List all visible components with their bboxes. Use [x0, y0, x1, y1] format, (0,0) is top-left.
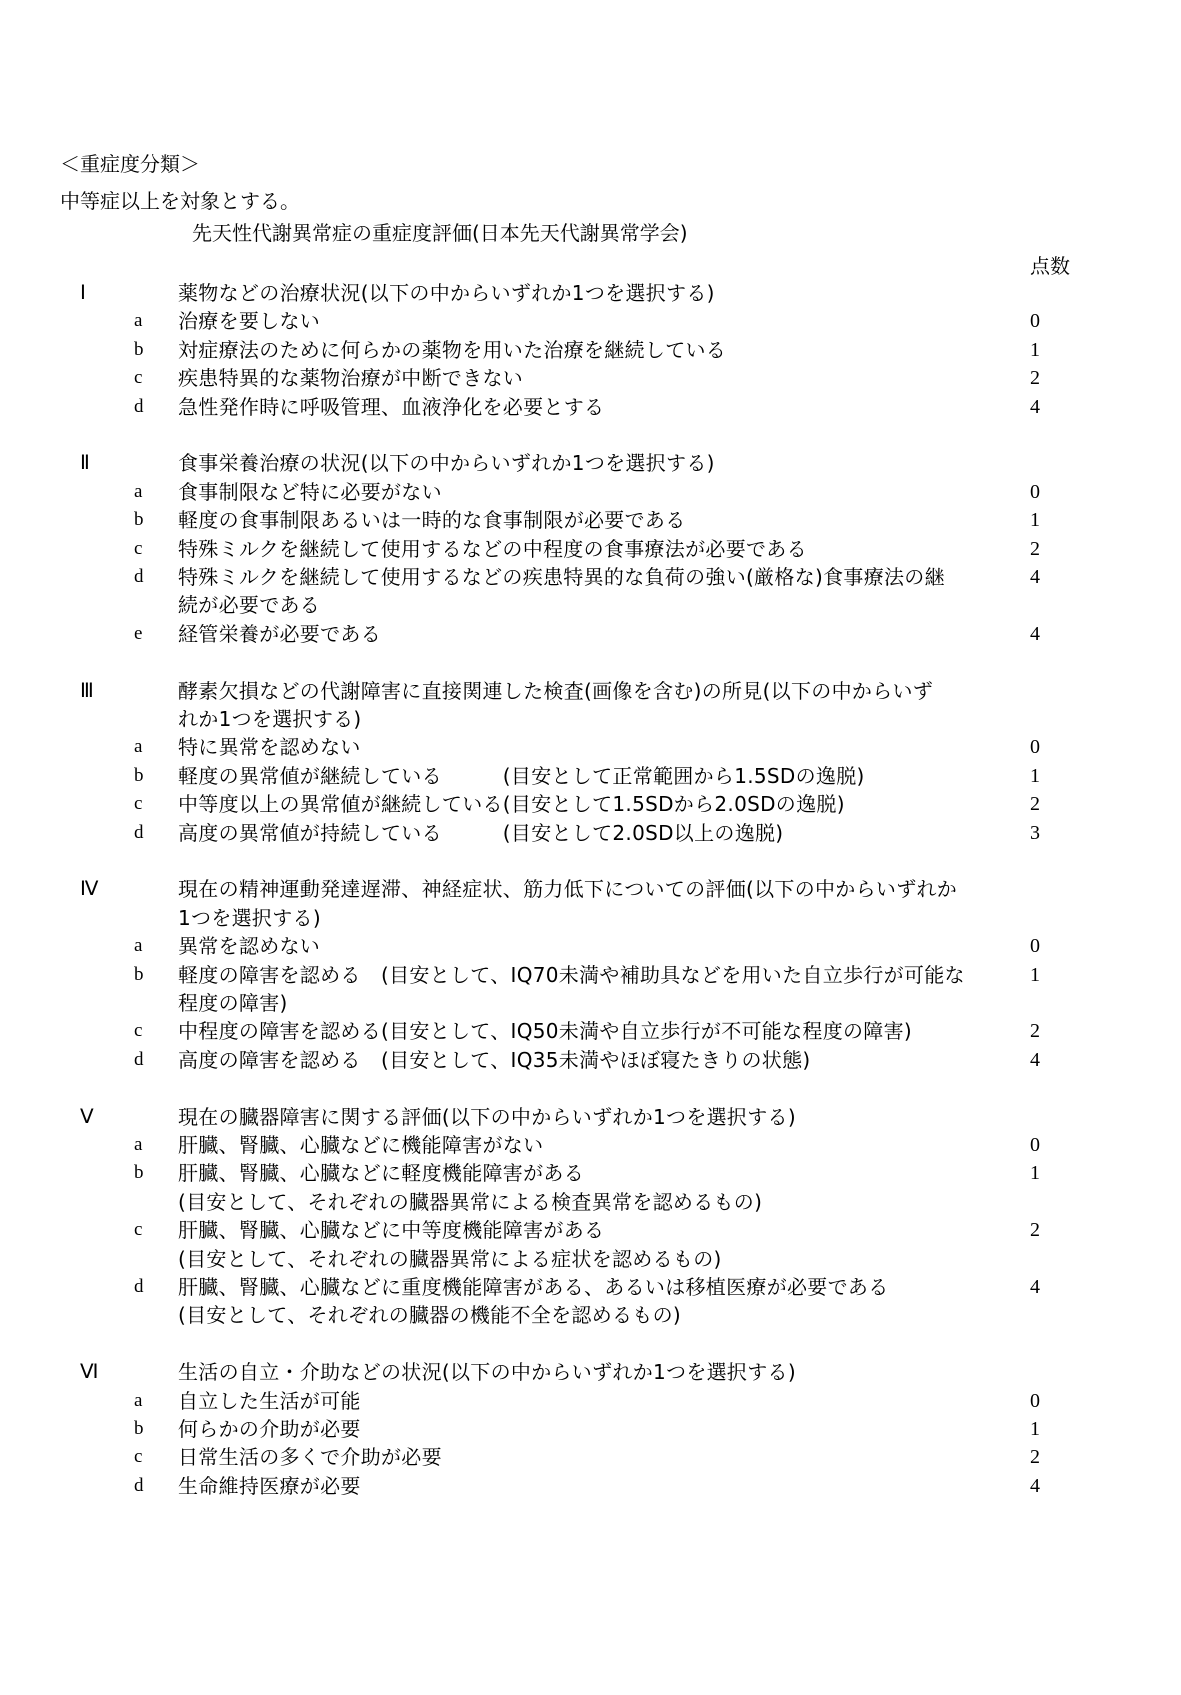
section-numeral: Ⅳ	[80, 878, 99, 901]
item-text: 対症療法のために何らかの薬物を用いた治療を継続している	[178, 337, 727, 362]
item-text: 特に異常を認めない	[178, 735, 361, 760]
item-score: 2	[1030, 1020, 1040, 1043]
section-header: 酵素欠損などの代謝障害に直接関連した検査(画像を含む)の所見(以下の中からいず	[178, 678, 934, 703]
item-text: 肝臓、腎臓、心臓などに中等度機能障害がある	[178, 1218, 605, 1243]
item-score: 0	[1030, 736, 1040, 759]
section-heading: ＜重症度分類＞	[60, 152, 200, 176]
item-letter: d	[134, 1048, 144, 1070]
item-text: 経管栄養が必要である	[178, 621, 381, 646]
section-numeral: Ⅱ	[80, 452, 90, 475]
item-score: 1	[1030, 1162, 1040, 1185]
item-score: 1	[1030, 1418, 1040, 1440]
item-text: 特殊ミルクを継続して使用するなどの疾患特異的な負荷の強い(厳格な)食事療法の継	[178, 565, 945, 589]
item-score: 0	[1030, 935, 1040, 958]
item-text: 疾患特異的な薬物治療が中断できない	[178, 366, 524, 391]
item-score: 3	[1030, 821, 1040, 844]
item-text: 特殊ミルクを継続して使用するなどの中程度の食事療法が必要である	[178, 536, 807, 561]
item-text: 続が必要である	[178, 593, 321, 618]
item-text: 高度の異常値が持続している (目安として2.0SD以上の逸脱)	[178, 820, 784, 845]
item-text: 肝臓、腎臓、心臓などに重度機能障害がある、あるいは移植医療が必要である	[178, 1275, 889, 1299]
item-score: 2	[1030, 1219, 1040, 1242]
item-letter: a	[134, 1134, 143, 1155]
item-score: 2	[1030, 537, 1040, 560]
document-title: 先天性代謝異常症の重症度評価(日本先天代謝異常学会)	[192, 221, 688, 245]
item-score: 0	[1030, 1389, 1040, 1412]
item-score: 1	[1030, 963, 1040, 986]
item-text: 食事制限など特に必要がない	[178, 479, 442, 504]
item-letter: b	[134, 963, 144, 985]
item-letter: c	[134, 1020, 143, 1042]
item-letter: b	[134, 1418, 144, 1439]
item-score: 4	[1030, 1048, 1040, 1071]
item-text: 軽度の異常値が継続している (目安として正常範囲から1.5SDの逸脱)	[178, 763, 865, 788]
section-numeral: Ⅵ	[80, 1361, 99, 1384]
section-header: 薬物などの治療状況(以下の中からいずれか1つを選択する)	[178, 281, 715, 305]
item-text: 自立した生活が可能	[178, 1388, 361, 1413]
section-numeral: Ⅴ	[80, 1105, 94, 1128]
item-score: 1	[1030, 764, 1040, 787]
item-text: 急性発作時に呼吸管理、血液浄化を必要とする	[178, 394, 605, 419]
item-letter: d	[134, 566, 144, 587]
item-text: 軽度の食事制限あるいは一時的な食事制限が必要である	[178, 508, 686, 533]
item-letter: b	[134, 338, 144, 360]
item-text: 肝臓、腎臓、心臓などに軽度機能障害がある	[178, 1161, 584, 1186]
intro-text: 中等症以上を対象とする。	[60, 189, 300, 213]
item-score: 2	[1030, 1446, 1040, 1469]
item-score: 1	[1030, 509, 1040, 532]
item-letter: b	[134, 509, 144, 531]
score-column-header: 点数	[1030, 254, 1070, 278]
item-text: (目安として、それぞれの臓器の機能不全を認めるもの)	[178, 1303, 682, 1328]
item-score: 1	[1030, 338, 1040, 361]
section-numeral: Ⅲ	[80, 679, 94, 702]
item-letter: d	[134, 821, 144, 843]
item-letter: d	[134, 1276, 144, 1297]
item-score: 0	[1030, 480, 1040, 503]
item-letter: a	[134, 480, 143, 502]
section-header: 1つを選択する)	[178, 905, 321, 930]
item-score: 0	[1030, 310, 1040, 333]
section-header: 現在の精神運動発達遅滞、神経症状、筋力低下についての評価(以下の中からいずれか	[178, 877, 958, 902]
item-text: 治療を要しない	[178, 309, 321, 334]
section-header: れか1つを選択する)	[178, 707, 362, 731]
item-letter: a	[134, 935, 143, 957]
item-score: 4	[1030, 395, 1040, 418]
item-text: 肝臓、腎臓、心臓などに機能障害がない	[178, 1133, 544, 1157]
item-letter: c	[134, 1219, 143, 1241]
section-header: 現在の臓器障害に関する評価(以下の中からいずれか1つを選択する)	[178, 1104, 796, 1129]
item-letter: d	[134, 1474, 144, 1496]
item-score: 4	[1030, 622, 1040, 645]
item-text: 生命維持医療が必要	[178, 1473, 361, 1498]
item-letter: a	[134, 1389, 143, 1411]
item-letter: e	[134, 622, 143, 644]
item-text: 高度の障害を認める (目安として、IQ35未満やほぼ寝たきりの状態)	[178, 1047, 811, 1072]
item-text: (目安として、それぞれの臓器異常による症状を認めるもの)	[178, 1246, 722, 1271]
item-text: 異常を認めない	[178, 934, 321, 959]
item-text: (目安として、それぞれの臓器異常による検査異常を認めるもの)	[178, 1189, 763, 1214]
item-letter: c	[134, 537, 143, 559]
item-text: 軽度の障害を認める (目安として、IQ70未満や補助具などを用いた自立歩行が可能な	[178, 962, 965, 987]
section-header: 食事栄養治療の状況(以下の中からいずれか1つを選択する)	[178, 451, 715, 476]
item-score: 2	[1030, 367, 1040, 390]
item-text: 中等度以上の異常値が継続している(目安として1.5SDから2.0SDの逸脱)	[178, 792, 845, 817]
item-letter: a	[134, 736, 143, 758]
item-text: 日常生活の多くで介助が必要	[178, 1445, 442, 1470]
item-letter: b	[134, 1162, 144, 1184]
item-letter: d	[134, 395, 144, 417]
item-letter: b	[134, 764, 144, 786]
item-score: 4	[1030, 566, 1040, 588]
section-numeral: Ⅰ	[80, 282, 86, 304]
item-score: 4	[1030, 1474, 1040, 1497]
item-score: 2	[1030, 793, 1040, 816]
item-text: 何らかの介助が必要	[178, 1417, 361, 1441]
section-header: 生活の自立・介助などの状況(以下の中からいずれか1つを選択する)	[178, 1360, 796, 1385]
item-letter: a	[134, 310, 143, 332]
item-score: 4	[1030, 1276, 1040, 1298]
item-letter: c	[134, 1446, 143, 1468]
item-text: 中程度の障害を認める(目安として、IQ50未満や自立歩行が不可能な程度の障害)	[178, 1019, 912, 1044]
item-text: 程度の障害)	[178, 991, 288, 1015]
item-score: 0	[1030, 1134, 1040, 1156]
item-letter: c	[134, 793, 143, 815]
item-letter: c	[134, 367, 143, 389]
